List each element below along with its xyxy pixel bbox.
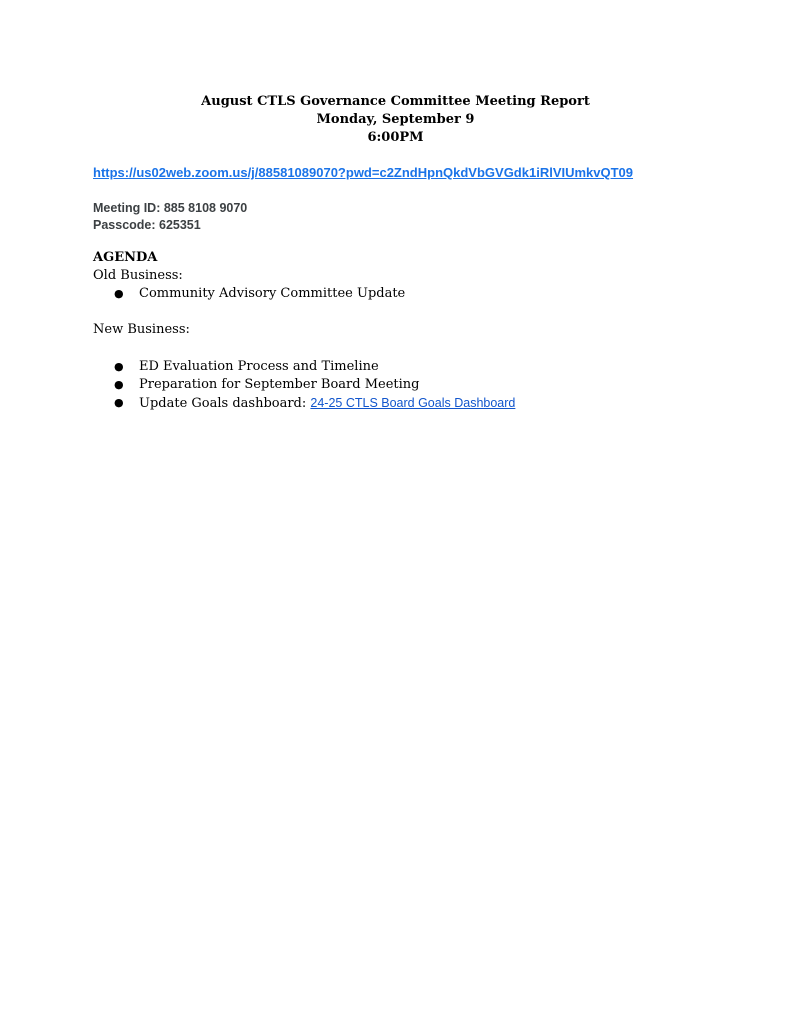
old-business-label: Old Business:	[93, 268, 183, 283]
meeting-time: 6:00PM	[367, 130, 424, 145]
list-item-text: Preparation for September Board Meeting	[139, 377, 420, 392]
list-item	[93, 358, 713, 376]
zoom-meeting-link[interactable]: https://us02web.zoom.us/j/88581089070?pwd=c2ZndHpnQkdVbGVGdk1iRlVIUmkvQT09	[93, 165, 634, 180]
meeting-id: Meeting ID: 885 8108 9070	[93, 201, 248, 215]
old-business-list	[93, 285, 713, 303]
bullet-icon: ●	[114, 287, 124, 300]
agenda-title: AGENDA	[93, 250, 158, 265]
agenda-section	[93, 249, 713, 413]
list-item	[93, 394, 713, 413]
report-header	[0, 93, 791, 147]
bullet-icon: ●	[114, 378, 124, 391]
list-item	[93, 285, 713, 303]
list-item-text: ED Evaluation Process and Timeline	[139, 359, 379, 374]
goals-dashboard-link[interactable]: 24-25 CTLS Board Goals Dashboard	[310, 396, 516, 410]
bullet-icon: ●	[114, 360, 124, 373]
new-business-label: New Business:	[93, 322, 190, 337]
meeting-date: Monday, September 9	[316, 112, 475, 127]
list-item	[93, 376, 713, 394]
meeting-info	[93, 200, 247, 234]
list-item-text: Update Goals dashboard:	[139, 396, 311, 411]
report-title: August CTLS Governance Committee Meeting Report	[201, 94, 590, 109]
new-business-list	[93, 358, 713, 413]
meeting-passcode: Passcode: 625351	[93, 218, 201, 232]
bullet-icon: ●	[114, 396, 124, 409]
list-item-text: Community Advisory Committee Update	[139, 286, 406, 301]
